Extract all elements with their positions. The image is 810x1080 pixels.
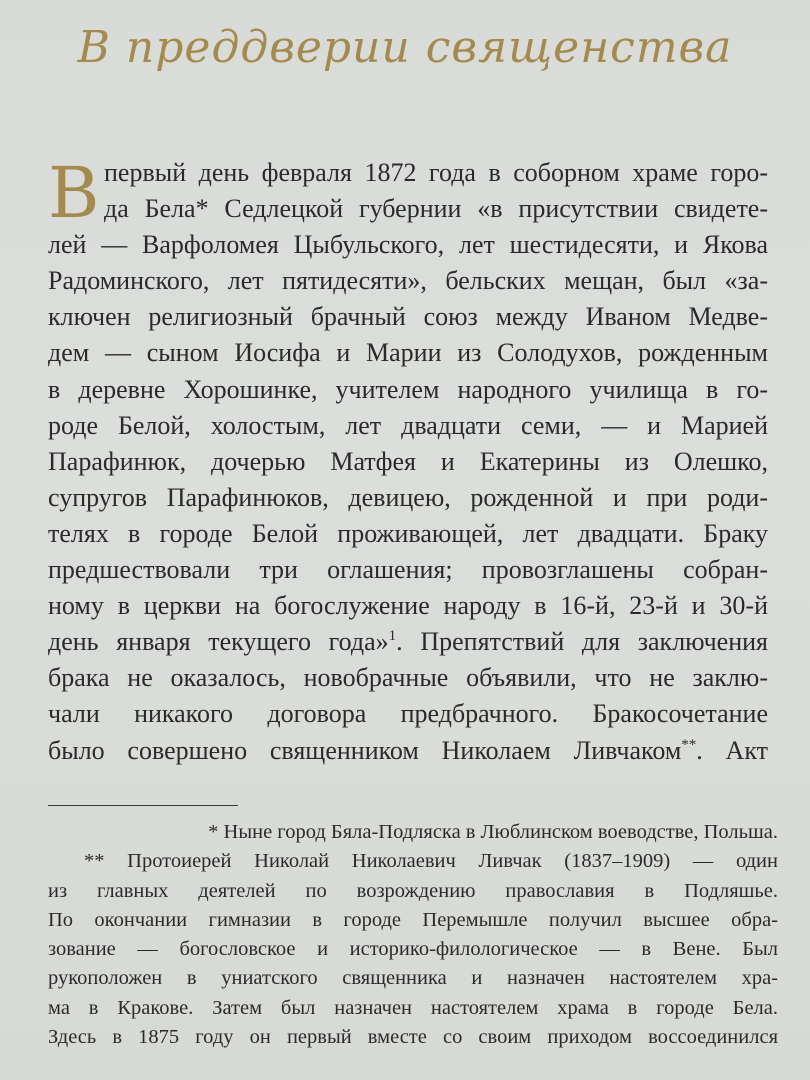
footnote-line: из главных деятелей по возрождению православия в Подляшье. (48, 879, 778, 902)
body-line-with-footnote-ref (48, 624, 768, 660)
footnote-line: зование — богословское и историко-филологическое — в Вене. Был (48, 938, 778, 961)
drop-cap: В (48, 152, 100, 234)
body-line: Радоминского, лет пятидесяти», бельских мещан, был «за- (48, 266, 768, 296)
body-line: дем — сыном Иосифа и Марии из Солодухов, рожденным (48, 338, 768, 368)
body-line: предшествовали три оглашения; провозглашены собран- (48, 555, 768, 585)
footnote-ref-2: ** (681, 736, 697, 753)
footnote-line: * Ныне город Бяла-Подляска в Люблинском воеводстве, Польша. (208, 821, 778, 843)
body-line-text: было совершено священником Николаем Ливчаком (48, 735, 682, 765)
body-line: телях в городе Белой проживающей, лет двадцати. Браку (48, 518, 768, 548)
footnote-ref-1: 1 (388, 628, 397, 645)
body-line-with-footnote-ref (48, 733, 768, 769)
body-line: ному в церкви на богослужение народу в 16-й, 23-й и 30-й (48, 591, 768, 621)
footnote-line: рукоположен в униатского священника и назначен настоятелем хра- (48, 967, 778, 990)
footnote-line: ма в Кракове. Затем был назначен настоятелем храма в городе Бела. (48, 996, 778, 1019)
body-line: да Бела* Седлецкой губернии «в присутствии свидете- (104, 194, 768, 224)
body-line: лей — Варфоломея Цыбульского, лет шестидесяти, и Якова (48, 230, 768, 260)
footnote-line: По окончании гимназии в городе Перемышле получил высшее обра- (48, 908, 778, 931)
body-line: в деревне Хорошинке, учителем народного училища в го- (48, 374, 768, 404)
body-line: брака не оказалось, новобрачные объявили, что не заклю- (48, 663, 768, 693)
chapter-title: В преддверии священства (77, 22, 733, 73)
body-line-text: . Препятствий для заключения (396, 627, 769, 657)
body-line: ключен религиозный брачный союз между Иваном Медве- (48, 302, 768, 332)
body-line-text: день января текущего года» (48, 627, 389, 657)
footnote-line: Здесь в 1875 году он первый вместе со своим приходом воссоединился (48, 1026, 778, 1049)
footnotes (48, 818, 778, 1052)
body-line: первый день февраля 1872 года в соборном храме горо- (104, 158, 768, 187)
footnote-line: ** Протоиерей Николай Николаевич Ливчак (1837–1909) — один (84, 850, 778, 873)
footnote-separator (48, 805, 238, 806)
body-paragraph (48, 152, 769, 769)
body-line: роде Белой, холостым, лет двадцати семи, — и Марией (48, 410, 768, 440)
body-line: супругов Парафинюков, девицею, рожденной и при роди- (48, 482, 768, 512)
body-line: чали никакого договора предбрачного. Бракосочетание (48, 699, 768, 729)
body-line-text: . Акт (696, 735, 768, 765)
body-line: Парафинюк, дочерью Матфея и Екатерины из Олешко, (48, 446, 768, 476)
